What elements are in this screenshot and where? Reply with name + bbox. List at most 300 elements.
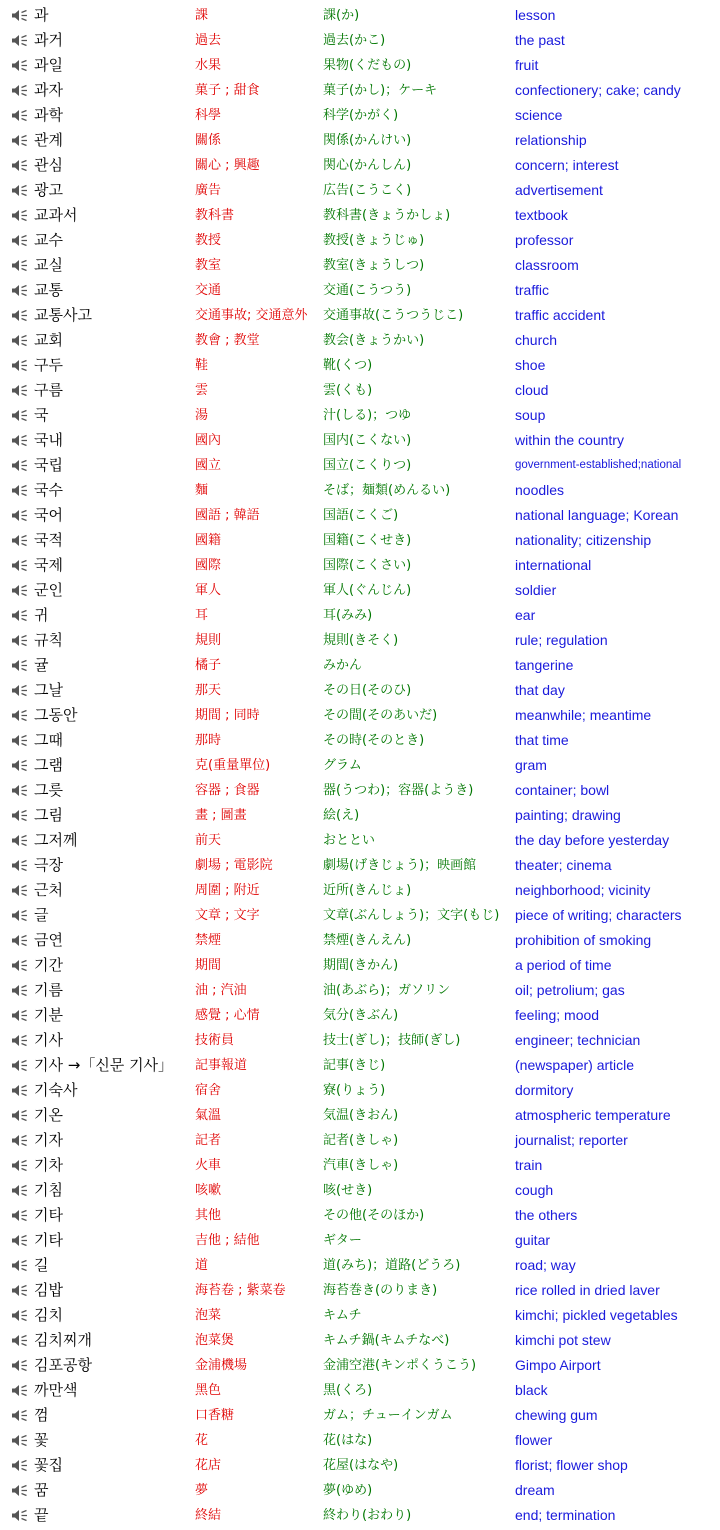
english-translation: meanwhile; meantime <box>515 707 652 723</box>
speaker-icon[interactable] <box>11 28 31 53</box>
vocab-row <box>0 828 720 853</box>
speaker-icon[interactable] <box>11 553 31 578</box>
japanese-translation: 過去(かこ) <box>323 33 386 48</box>
korean-word: 길 <box>34 1256 49 1274</box>
chinese-translation: 道 <box>195 1258 209 1273</box>
vocab-row <box>0 678 720 703</box>
english-translation: rice rolled in dried laver <box>515 1282 660 1298</box>
japanese-translation: 交通事故(こうつうじこ) <box>323 308 464 323</box>
english-translation: soup <box>515 407 546 423</box>
chinese-translation: 期間 <box>195 958 222 973</box>
speaker-icon[interactable] <box>11 1353 31 1378</box>
english-translation: piece of writing; characters <box>515 907 682 923</box>
chinese-translation: 交通 <box>195 283 222 298</box>
korean-word: 기사 <box>34 1031 63 1049</box>
vocab-row <box>0 528 720 553</box>
english-translation: the day before yesterday <box>515 832 670 848</box>
japanese-translation: 教科書(きょうかしょ) <box>323 208 451 223</box>
vocab-row <box>0 128 720 153</box>
english-translation: (newspaper) article <box>515 1057 635 1073</box>
korean-word: 교과서 <box>34 206 78 224</box>
chinese-translation: 過去 <box>195 33 222 48</box>
speaker-icon[interactable] <box>11 878 31 903</box>
speaker-icon[interactable] <box>11 428 31 453</box>
chinese-translation: 口香糖 <box>195 1408 235 1423</box>
english-translation: confectionery; cake; candy <box>515 82 681 98</box>
vocab-row <box>0 278 720 303</box>
english-translation: dream <box>515 1482 555 1498</box>
speaker-icon[interactable] <box>11 1003 31 1028</box>
chinese-translation: 國語 ; 韓語 <box>195 508 260 523</box>
english-translation: science <box>515 107 563 123</box>
vocab-row <box>0 378 720 403</box>
vocab-row <box>0 1103 720 1128</box>
speaker-icon[interactable] <box>11 1228 31 1253</box>
korean-word: 군인 <box>34 581 63 599</box>
speaker-icon[interactable] <box>11 603 31 628</box>
speaker-icon[interactable] <box>11 403 31 428</box>
chinese-translation: 宿舍 <box>195 1083 222 1098</box>
japanese-translation: そば；麺類(めんるい) <box>323 483 451 498</box>
korean-word: 기자 <box>34 1131 63 1149</box>
japanese-translation: おととい <box>323 833 376 848</box>
korean-word: 그램 <box>34 756 63 774</box>
speaker-icon[interactable] <box>11 978 31 1003</box>
chinese-translation: 泡菜煲 <box>195 1333 235 1348</box>
english-translation: ear <box>515 607 536 623</box>
japanese-translation: 教室(きょうしつ) <box>323 258 425 273</box>
chinese-translation: 教會 ; 教堂 <box>195 333 260 348</box>
korean-word: 꽃집 <box>34 1456 63 1474</box>
japanese-translation: 気温(きおん) <box>323 1108 399 1123</box>
japanese-translation: 菓子(かし)；ケーキ <box>323 83 438 98</box>
speaker-icon[interactable] <box>11 128 31 153</box>
korean-word: 그림 <box>34 806 63 824</box>
english-translation: church <box>515 332 558 348</box>
speaker-icon[interactable] <box>11 1103 31 1128</box>
chinese-translation: 花店 <box>195 1458 222 1473</box>
japanese-translation: 寮(りょう) <box>323 1083 386 1098</box>
japanese-translation: 油(あぶら)；ガソリン <box>323 983 451 998</box>
chinese-translation: 文章 ; 文字 <box>195 908 260 923</box>
japanese-translation: 耳(みみ) <box>323 608 373 623</box>
english-translation: fruit <box>515 57 539 73</box>
speaker-icon[interactable] <box>11 928 31 953</box>
speaker-icon[interactable] <box>11 228 31 253</box>
korean-word: 기타 <box>34 1206 63 1224</box>
speaker-icon[interactable] <box>11 203 31 228</box>
vocab-row <box>0 753 720 778</box>
chinese-translation: 吉他 ; 結他 <box>195 1233 260 1248</box>
japanese-translation: 咳(せき) <box>323 1183 373 1198</box>
vocab-row <box>0 1003 720 1028</box>
korean-word: 그저께 <box>34 831 78 849</box>
chinese-translation: 關心 ; 興趣 <box>195 158 260 173</box>
japanese-translation: 国立(こくりつ) <box>323 458 412 473</box>
speaker-icon[interactable] <box>11 578 31 603</box>
korean-word: 국 <box>34 406 49 424</box>
chinese-translation: 周圍 ; 附近 <box>195 883 260 898</box>
japanese-translation: 絵(え) <box>323 808 360 823</box>
vocab-row <box>0 1353 720 1378</box>
chinese-translation: 夢 <box>195 1483 209 1498</box>
english-translation: soldier <box>515 582 557 598</box>
japanese-translation: 花屋(はなや) <box>323 1458 399 1473</box>
korean-word: 국립 <box>34 456 63 474</box>
japanese-translation: 交通(こうつう) <box>323 283 412 298</box>
japanese-translation: 花(はな) <box>323 1433 373 1448</box>
chinese-translation: 咳嗽 <box>195 1183 222 1198</box>
english-translation: traffic <box>515 282 549 298</box>
english-translation: relationship <box>515 132 587 148</box>
vocab-row <box>0 1328 720 1353</box>
korean-word: 귤 <box>34 656 49 674</box>
chinese-translation: 劇場 ; 電影院 <box>195 858 273 873</box>
english-translation: flower <box>515 1432 553 1448</box>
japanese-translation: ギター <box>323 1233 362 1248</box>
korean-word: 국적 <box>34 531 63 549</box>
vocab-row <box>0 3 720 28</box>
korean-word: 그때 <box>34 731 63 749</box>
vocab-row <box>0 978 720 1003</box>
speaker-icon[interactable] <box>11 853 31 878</box>
vocab-row <box>0 303 720 328</box>
vocab-row <box>0 403 720 428</box>
japanese-translation: 教授(きょうじゅ) <box>323 233 425 248</box>
chinese-translation: 那天 <box>195 683 222 698</box>
english-translation: noodles <box>515 482 565 498</box>
chinese-translation: 湯 <box>195 408 209 423</box>
japanese-translation: 教会(きょうかい) <box>323 333 425 348</box>
speaker-icon[interactable] <box>11 628 31 653</box>
english-translation: shoe <box>515 357 546 373</box>
speaker-icon[interactable] <box>11 303 31 328</box>
japanese-translation: 文章(ぶんしょう)；文字(もじ) <box>323 908 500 923</box>
korean-word: 기침 <box>34 1181 63 1199</box>
speaker-icon[interactable] <box>11 453 31 478</box>
speaker-icon[interactable] <box>11 103 31 128</box>
vocab-row <box>0 153 720 178</box>
vocab-row <box>0 628 720 653</box>
chinese-translation: 感覺 ; 心情 <box>195 1008 260 1023</box>
chinese-translation: 關係 <box>195 133 222 148</box>
vocab-row <box>0 503 720 528</box>
korean-word: 과 <box>34 6 49 24</box>
vocab-row <box>0 1178 720 1203</box>
japanese-translation: キムチ鍋(キムチなべ) <box>323 1333 450 1348</box>
english-translation: professor <box>515 232 574 248</box>
korean-word: 과일 <box>34 56 63 74</box>
speaker-icon[interactable] <box>11 1403 31 1428</box>
korean-word: 꽃 <box>34 1431 49 1449</box>
japanese-translation: 規則(きそく) <box>323 633 399 648</box>
japanese-translation: 器(うつわ)；容器(ようき) <box>323 783 474 798</box>
speaker-icon[interactable] <box>11 1328 31 1353</box>
speaker-icon[interactable] <box>11 703 31 728</box>
japanese-translation: ガム；チューインガム <box>323 1408 453 1423</box>
chinese-translation: 教授 <box>195 233 222 248</box>
japanese-translation: 記事(きじ) <box>323 1058 386 1073</box>
english-translation: tangerine <box>515 657 574 673</box>
speaker-icon[interactable] <box>11 278 31 303</box>
vocab-row <box>0 1253 720 1278</box>
speaker-icon[interactable] <box>11 1078 31 1103</box>
japanese-translation: 終わり(おわり) <box>323 1508 412 1523</box>
speaker-icon[interactable] <box>11 478 31 503</box>
japanese-translation: 技士(ぎし)；技師(ぎし) <box>323 1033 461 1048</box>
chinese-translation: 油 ; 汽油 <box>195 983 247 998</box>
vocab-row <box>0 928 720 953</box>
speaker-icon[interactable] <box>11 378 31 403</box>
chinese-translation: 交通事故; 交通意外 <box>195 308 308 323</box>
korean-word: 귀 <box>34 606 49 624</box>
japanese-translation: 果物(くだもの) <box>323 58 412 73</box>
speaker-icon[interactable] <box>11 1178 31 1203</box>
vocab-row <box>0 1428 720 1453</box>
speaker-icon[interactable] <box>11 253 31 278</box>
korean-word: 관심 <box>34 156 63 174</box>
english-translation: nationality; citizenship <box>515 532 652 548</box>
speaker-icon[interactable] <box>11 1028 31 1053</box>
korean-word: 글 <box>34 906 49 924</box>
speaker-icon[interactable] <box>11 653 31 678</box>
korean-word: 구두 <box>34 356 63 374</box>
japanese-translation: 国際(こくさい) <box>323 558 412 573</box>
speaker-icon[interactable] <box>11 1428 31 1453</box>
vocab-row <box>0 553 720 578</box>
speaker-icon[interactable] <box>11 903 31 928</box>
korean-word: 교수 <box>34 231 63 249</box>
english-translation: dormitory <box>515 1082 574 1098</box>
speaker-icon[interactable] <box>11 353 31 378</box>
english-translation: that day <box>515 682 565 698</box>
japanese-translation: その間(そのあいだ) <box>323 708 438 723</box>
vocab-row <box>0 1053 720 1078</box>
english-translation: gram <box>515 757 547 773</box>
english-translation: cough <box>515 1182 554 1198</box>
japanese-translation: グラム <box>323 758 362 773</box>
chinese-translation: 泡菜 <box>195 1308 222 1323</box>
korean-word: 그릇 <box>34 781 63 799</box>
english-translation: chewing gum <box>515 1407 598 1423</box>
chinese-translation: 花 <box>195 1433 209 1448</box>
english-translation: concern; interest <box>515 157 619 173</box>
english-translation: container; bowl <box>515 782 610 798</box>
japanese-translation: 汁(しる)；つゆ <box>323 408 412 423</box>
japanese-translation: その時(そのとき) <box>323 733 425 748</box>
speaker-icon[interactable] <box>11 778 31 803</box>
speaker-icon[interactable] <box>11 678 31 703</box>
vocab-row <box>0 803 720 828</box>
chinese-translation: 記事報道 <box>195 1058 248 1073</box>
korean-word: 교실 <box>34 256 63 274</box>
speaker-icon[interactable] <box>11 1303 31 1328</box>
english-translation: rule; regulation <box>515 632 608 648</box>
vocab-row <box>0 1378 720 1403</box>
japanese-translation: 金浦空港(キンポくうこう) <box>323 1358 477 1373</box>
speaker-icon[interactable] <box>11 328 31 353</box>
chinese-translation: 金浦機場 <box>195 1358 248 1373</box>
korean-word: 과자 <box>34 81 63 99</box>
korean-word: 김치 <box>34 1306 63 1324</box>
vocab-row <box>0 1203 720 1228</box>
japanese-translation: 夢(ゆめ) <box>323 1483 373 1498</box>
japanese-translation: 黒(くろ) <box>323 1383 373 1398</box>
japanese-translation: 雲(くも) <box>323 383 373 398</box>
chinese-translation: 前天 <box>195 833 222 848</box>
english-translation: neighborhood; vicinity <box>515 882 651 898</box>
vocab-row <box>0 428 720 453</box>
chinese-translation: 容器 ; 食器 <box>195 783 260 798</box>
vocab-row <box>0 1078 720 1103</box>
chinese-translation: 雲 <box>195 383 209 398</box>
japanese-translation: 記者(きしゃ) <box>323 1133 399 1148</box>
vocab-row <box>0 1503 720 1528</box>
chinese-translation: 國籍 <box>195 533 222 548</box>
speaker-icon[interactable] <box>11 78 31 103</box>
japanese-translation: 期間(きかん) <box>323 958 399 973</box>
japanese-translation: その日(そのひ) <box>323 683 412 698</box>
vocab-row <box>0 478 720 503</box>
vocab-row <box>0 1478 720 1503</box>
speaker-icon[interactable] <box>11 1378 31 1403</box>
chinese-translation: 軍人 <box>195 583 222 598</box>
english-translation: kimchi; pickled vegetables <box>515 1307 678 1323</box>
speaker-icon[interactable] <box>11 1278 31 1303</box>
korean-word: 기사 →「신문 기사」 <box>34 1056 174 1074</box>
speaker-icon[interactable] <box>11 1453 31 1478</box>
speaker-icon[interactable] <box>11 503 31 528</box>
korean-word: 김포공항 <box>34 1356 92 1374</box>
korean-word: 기온 <box>34 1106 63 1124</box>
speaker-icon[interactable] <box>11 53 31 78</box>
speaker-icon[interactable] <box>11 1153 31 1178</box>
vocab-row <box>0 1153 720 1178</box>
english-translation: a period of time <box>515 957 612 973</box>
speaker-icon[interactable] <box>11 1478 31 1503</box>
english-translation: florist; flower shop <box>515 1457 628 1473</box>
english-translation: lesson <box>515 7 556 23</box>
english-translation: classroom <box>515 257 579 273</box>
japanese-translation: 科学(かがく) <box>323 108 399 123</box>
korean-word: 과거 <box>34 31 63 49</box>
english-translation: that time <box>515 732 569 748</box>
chinese-translation: 黑色 <box>195 1383 222 1398</box>
korean-word: 껌 <box>34 1406 49 1424</box>
chinese-translation: 麵 <box>195 483 209 498</box>
vocab-row <box>0 228 720 253</box>
speaker-icon[interactable] <box>11 528 31 553</box>
korean-word: 기름 <box>34 981 63 999</box>
speaker-icon[interactable] <box>11 753 31 778</box>
english-translation: the others <box>515 1207 578 1223</box>
vocab-row <box>0 703 720 728</box>
speaker-icon[interactable] <box>11 153 31 178</box>
vocab-row <box>0 728 720 753</box>
korean-word: 교통 <box>34 281 63 299</box>
english-translation: textbook <box>515 207 568 223</box>
japanese-translation: 近所(きんじょ) <box>323 883 412 898</box>
english-translation: painting; drawing <box>515 807 621 823</box>
speaker-icon[interactable] <box>11 953 31 978</box>
vocab-row <box>0 853 720 878</box>
japanese-translation: 課(か) <box>323 8 360 23</box>
korean-word: 까만색 <box>34 1381 78 1399</box>
speaker-icon[interactable] <box>11 1503 31 1528</box>
korean-word: 교회 <box>34 331 63 349</box>
chinese-translation: 廣告 <box>195 183 222 198</box>
vocab-row <box>0 578 720 603</box>
korean-word: 금연 <box>34 931 63 949</box>
speaker-icon[interactable] <box>11 1053 31 1078</box>
english-translation: cloud <box>515 382 549 398</box>
vocab-row <box>0 1278 720 1303</box>
korean-word: 김치찌개 <box>34 1331 92 1349</box>
vocab-row <box>0 353 720 378</box>
english-translation: international <box>515 557 592 573</box>
vocab-row <box>0 953 720 978</box>
speaker-icon[interactable] <box>11 803 31 828</box>
english-translation: engineer; technician <box>515 1032 641 1048</box>
english-translation: government-established;national <box>515 459 682 471</box>
english-translation: guitar <box>515 1232 551 1248</box>
speaker-icon[interactable] <box>11 1253 31 1278</box>
speaker-icon[interactable] <box>11 728 31 753</box>
english-translation: the past <box>515 32 565 48</box>
japanese-translation: 国籍(こくせき) <box>323 533 412 548</box>
english-translation: road; way <box>515 1257 576 1273</box>
vocab-row <box>0 328 720 353</box>
chinese-translation: 教室 <box>195 258 222 273</box>
english-translation: theater; cinema <box>515 857 612 873</box>
japanese-translation: 関心(かんしん) <box>323 158 412 173</box>
korean-word: 국내 <box>34 431 63 449</box>
chinese-translation: 菓子 ; 甜食 <box>195 83 260 98</box>
english-translation: national language; Korean <box>515 507 679 523</box>
korean-word: 국제 <box>34 556 63 574</box>
english-translation: kimchi pot stew <box>515 1332 611 1348</box>
speaker-icon[interactable] <box>11 1203 31 1228</box>
korean-word: 교통사고 <box>34 306 92 324</box>
korean-word: 김밥 <box>34 1281 63 1299</box>
korean-word: 근처 <box>34 881 63 899</box>
chinese-translation: 其他 <box>195 1208 222 1223</box>
chinese-translation: 水果 <box>195 58 222 73</box>
english-translation: end; termination <box>515 1507 616 1523</box>
japanese-translation: その他(そのほか) <box>323 1208 425 1223</box>
english-translation: black <box>515 1382 548 1398</box>
vocab-row <box>0 878 720 903</box>
speaker-icon[interactable] <box>11 178 31 203</box>
vocab-row <box>0 1453 720 1478</box>
speaker-icon[interactable] <box>11 1128 31 1153</box>
japanese-translation: 国内(こくない) <box>323 433 412 448</box>
speaker-icon[interactable] <box>11 3 31 28</box>
vocab-row <box>0 178 720 203</box>
chinese-translation: 禁煙 <box>195 933 222 948</box>
vocab-row <box>0 28 720 53</box>
english-translation: oil; petrolium; gas <box>515 982 625 998</box>
korean-word: 구름 <box>34 381 63 399</box>
speaker-icon[interactable] <box>11 828 31 853</box>
korean-word: 국수 <box>34 481 63 499</box>
korean-word: 기간 <box>34 956 63 974</box>
vocab-row <box>0 453 720 478</box>
vocab-row <box>0 603 720 628</box>
japanese-translation: 国語(こくご) <box>323 508 399 523</box>
vocab-row <box>0 1403 720 1428</box>
korean-word: 국어 <box>34 506 63 524</box>
